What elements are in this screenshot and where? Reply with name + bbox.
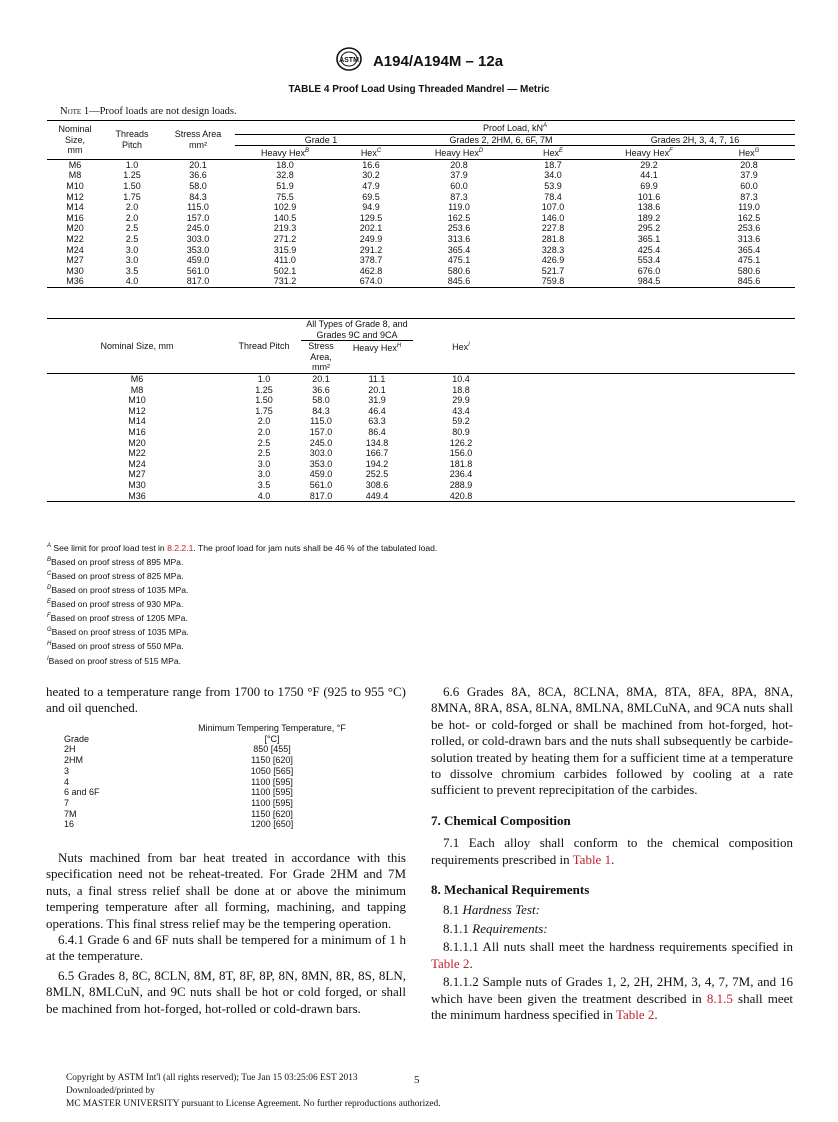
table-cell: 580.6 xyxy=(737,265,761,276)
table-cell: 3.5 xyxy=(257,479,271,490)
footer-line-3: MC MASTER UNIVERSITY pursuant to License Agreement. No further reproductions authorized. xyxy=(66,1099,441,1109)
table-cell: 561.0 xyxy=(186,265,210,276)
table-cell: 502.1 xyxy=(273,265,297,276)
col-grade-1: Grade 1 xyxy=(235,134,407,146)
link-table-2b[interactable]: Table 2 xyxy=(615,1006,655,1022)
table-cell: M12 xyxy=(128,405,146,416)
footnote-item: $^F$Based on proof stress of 1205 MPa. xyxy=(47,613,188,624)
table-cell: M8 xyxy=(68,170,82,181)
table-cell: 984.5 xyxy=(595,276,703,287)
table-cell: 475.1 xyxy=(447,255,471,266)
table-cell: 353.0 xyxy=(186,244,210,255)
col2-heavy-hex: Heavy Hex$^H$ xyxy=(352,343,402,354)
table-row xyxy=(47,416,795,427)
table-cell: M8 xyxy=(130,384,144,395)
col-thread-pitch: Threads Pitch xyxy=(103,121,161,160)
table-cell: 107.0 xyxy=(541,202,565,213)
table-row xyxy=(47,480,795,491)
table-cell: 119.0 xyxy=(738,202,760,213)
table-row xyxy=(47,181,795,192)
table-cell: 425.4 xyxy=(637,244,661,255)
table-cell: 189.2 xyxy=(637,212,661,223)
table-cell: 115.0 xyxy=(310,416,332,427)
table-cell: 60.0 xyxy=(740,180,758,191)
table-cell: 146.0 xyxy=(541,212,565,223)
table-cell: 181.8 xyxy=(449,458,473,469)
table-row xyxy=(47,438,795,449)
table-cell: 462.8 xyxy=(359,265,383,276)
footer-line-1: Copyright by ASTM Int'l (all rights reserved); Tue Jan 15 03:25:06 EST 2013 xyxy=(66,1073,358,1083)
table-cell: 78.4 xyxy=(544,191,562,202)
table-cell: 36.6 xyxy=(189,170,207,181)
astm-logo-text: ASTM xyxy=(339,57,359,64)
table-row xyxy=(47,213,795,224)
tempering-row: 6 and 6F 1100 [595] xyxy=(64,787,293,798)
table-cell: 236.4 xyxy=(449,469,473,480)
table-cell: 11.1 xyxy=(341,373,413,384)
table-cell: 2.5 xyxy=(125,233,139,244)
table-cell: 34.0 xyxy=(544,170,562,181)
table-cell: 676.0 xyxy=(637,265,661,276)
table-cell: 411.0 xyxy=(274,255,296,266)
table-cell: M16 xyxy=(128,426,146,437)
table-cell: 129.5 xyxy=(359,212,383,223)
table-cell: 3.0 xyxy=(257,458,271,469)
col2-hex: Hex$^I$ xyxy=(413,319,509,374)
tempering-table xyxy=(60,723,366,830)
table-cell: M27 xyxy=(66,255,84,266)
table-cell: 59.2 xyxy=(452,416,470,427)
table-cell: 31.9 xyxy=(368,395,386,406)
table-cell: 2.0 xyxy=(257,426,271,437)
table-row xyxy=(47,223,795,234)
table-cell: 561.0 xyxy=(309,479,333,490)
col-stress-area: Stress Area mm² xyxy=(161,121,235,160)
table-cell: 58.0 xyxy=(189,180,207,191)
col2-stress-area: Stress Area, mm² xyxy=(308,341,334,373)
table-cell: 202.1 xyxy=(359,223,383,234)
table-row xyxy=(47,395,795,406)
grade8-proof-load-table xyxy=(47,318,795,502)
table-cell: 1.50 xyxy=(255,395,273,406)
table-cell: 194.2 xyxy=(365,458,389,469)
table-cell: 313.6 xyxy=(447,233,471,244)
link-8-1-5[interactable]: 8.1.5 xyxy=(706,990,733,1006)
table-cell: 1.75 xyxy=(255,405,273,416)
table-cell: 308.6 xyxy=(365,479,389,490)
table-cell: 157.0 xyxy=(309,426,333,437)
table-cell: 20.8 xyxy=(407,159,511,170)
table-cell: 75.5 xyxy=(276,191,294,202)
para-8-1-1-1: 8.1.1.1 All nuts shall meet the hardness requirements specified in Table 2. xyxy=(431,939,793,971)
table-cell: 94.9 xyxy=(362,202,380,213)
table-cell: 845.6 xyxy=(703,276,795,287)
table-row xyxy=(47,491,795,502)
table-cell: 845.6 xyxy=(407,276,511,287)
table-cell: M20 xyxy=(66,223,84,234)
footnote-item: $^E$Based on proof stress of 930 MPa. xyxy=(47,599,184,610)
table-cell: 1.50 xyxy=(123,180,141,191)
note-label: Note 1 xyxy=(60,106,90,117)
table-cell: 2.0 xyxy=(125,212,139,223)
table-cell: 162.5 xyxy=(447,212,471,223)
table-cell: 580.6 xyxy=(447,265,471,276)
table-cell: 291.2 xyxy=(359,244,383,255)
tempering-row: 4 1100 [595] xyxy=(64,776,293,787)
table-cell: 37.9 xyxy=(740,170,758,181)
table-cell: 426.9 xyxy=(541,255,565,266)
table-row xyxy=(47,255,795,266)
table-cell: M30 xyxy=(128,479,146,490)
col-heavy-hex-g1: Heavy Hex$^B$ xyxy=(260,148,310,159)
table-cell: 459.0 xyxy=(309,469,333,480)
table-cell: 43.4 xyxy=(452,405,470,416)
col-grades-2: Grades 2, 2HM, 6, 6F, 7M xyxy=(407,134,595,146)
astm-logo-icon xyxy=(335,47,363,76)
table-cell: 18.8 xyxy=(452,384,470,395)
table-cell: 303.0 xyxy=(309,448,333,459)
table-cell: 87.3 xyxy=(740,191,758,202)
table-row xyxy=(47,266,795,277)
table-cell: 20.8 xyxy=(703,159,795,170)
tempering-row: 7 1100 [595] xyxy=(64,797,293,808)
table-cell: 365.4 xyxy=(737,244,761,255)
table-cell: 60.0 xyxy=(450,180,468,191)
table-cell: 2.0 xyxy=(257,416,271,427)
para-6-4-1: 6.4.1 Grade 6 and 6F nuts shall be tempered for a minimum of 1 h at the temperature. xyxy=(46,932,406,964)
table-cell: 378.7 xyxy=(359,255,383,266)
table-cell: 521.7 xyxy=(541,265,565,276)
table-cell: M24 xyxy=(128,458,146,469)
para-8-1-1: 8.1.1 Requirements: xyxy=(443,920,548,936)
table-row xyxy=(47,406,795,417)
table-cell: M14 xyxy=(66,202,84,213)
link-table-1[interactable]: Table 1 xyxy=(572,851,612,867)
para-8-1-1-2: 8.1.1.2 Sample nuts of Grades 1, 2, 2H, 2HM, 3, 4, 7, 7M, and 16 which have been given the treatment described in 8.1.5 shall meet the minimum hardness specified in Table 2. xyxy=(431,974,794,1022)
note-text: —Proof loads are not design loads. xyxy=(89,106,237,117)
table-cell: 353.0 xyxy=(309,458,333,469)
table-cell: M27 xyxy=(128,469,146,480)
table-cell: 1.0 xyxy=(103,159,161,170)
table-row xyxy=(47,234,795,245)
para-6-5: 6.5 Grades 8, 8C, 8CLN, 8M, 8T, 8F, 8P, 8N, 8MN, 8R, 8S, 8LN, 8MLN, 8MLCuN, and 9C nuts shall be hot or cold forged, or shall be machined from hot-forged, hot-rolled or cold-drawn bars. xyxy=(46,967,406,1016)
table-cell: 162.5 xyxy=(737,212,761,223)
table-cell: 3.0 xyxy=(257,469,271,480)
table-cell: 53.9 xyxy=(544,180,562,191)
table-cell: 4.0 xyxy=(227,491,301,502)
col-heavy-hex-g3: Heavy Hex$^F$ xyxy=(625,148,673,159)
col2-grade8-group: All Types of Grade 8, and Grades 9C and 9CA xyxy=(301,319,413,341)
table-cell: 328.3 xyxy=(541,244,565,255)
table-cell: 459.0 xyxy=(186,255,210,266)
table-cell: 29.2 xyxy=(595,159,703,170)
table-cell: 313.6 xyxy=(737,233,761,244)
table-cell: 156.0 xyxy=(449,448,473,459)
table-cell: 46.4 xyxy=(368,405,386,416)
table-cell: 817.0 xyxy=(161,276,235,287)
table-row xyxy=(47,373,795,384)
table-cell: 32.8 xyxy=(276,170,294,181)
table-row xyxy=(47,469,795,480)
table-cell: 3.0 xyxy=(125,255,139,266)
table-cell: 51.9 xyxy=(276,180,294,191)
footnote-item: $^C$Based on proof stress of 825 MPa. xyxy=(47,570,184,581)
table-row xyxy=(47,192,795,203)
table-cell: 18.7 xyxy=(511,159,595,170)
table-cell: M30 xyxy=(66,265,84,276)
para-bar-heat-treated: Nuts machined from bar heat treated in accordance with this specification need not be reheat-treated. For Grade 2HM and 7M nuts, a final stress relief shall be done at or above the minimum tempering temperature after all forming, machining, and tapping operations. This final stress relief may be the tempering operation. xyxy=(46,850,406,931)
document-header xyxy=(0,47,838,76)
table-cell: 69.9 xyxy=(640,180,658,191)
table-cell: 3.0 xyxy=(125,244,139,255)
table-cell: 674.0 xyxy=(335,276,407,287)
table-cell: M22 xyxy=(66,233,84,244)
table-cell: 86.4 xyxy=(368,426,386,437)
table-cell: 2.5 xyxy=(257,448,271,459)
table-footnotes xyxy=(47,540,437,667)
table-cell: 138.6 xyxy=(637,202,661,213)
table-cell: 134.8 xyxy=(365,437,389,448)
table-cell: M12 xyxy=(66,191,84,202)
table-cell: 731.2 xyxy=(235,276,335,287)
document-title: A194/A194M – 12a xyxy=(372,53,504,70)
tempering-row: 2HM 1150 [620] xyxy=(64,755,293,766)
footnote-item: $^D$Based on proof stress of 1035 MPa. xyxy=(47,585,189,596)
table-cell: 10.4 xyxy=(413,373,509,384)
table-cell: 84.3 xyxy=(312,405,330,416)
table-row xyxy=(47,276,795,287)
table-cell: M10 xyxy=(66,180,84,191)
table-cell: 119.0 xyxy=(448,202,470,213)
para-7-1: 7.1 Each alloy shall conform to the chemical composition requirements prescribed in Table 1. xyxy=(431,835,793,867)
col-heavy-hex-g2: Heavy Hex$^D$ xyxy=(434,148,484,159)
table-cell: 2.5 xyxy=(125,223,139,234)
table-cell: 166.7 xyxy=(365,448,389,459)
table-row xyxy=(47,170,795,181)
table-row xyxy=(47,202,795,213)
table-cell: 36.6 xyxy=(312,384,330,395)
table-cell: 315.9 xyxy=(273,244,297,255)
table-cell: M16 xyxy=(66,212,84,223)
table-cell: M20 xyxy=(128,437,146,448)
table-cell: 249.9 xyxy=(359,233,383,244)
table-cell: 1.0 xyxy=(227,373,301,384)
table-cell: M24 xyxy=(66,244,84,255)
table-cell: 1.75 xyxy=(123,191,141,202)
proof-load-table xyxy=(47,120,795,288)
footer-line-2: Downloaded/printed by xyxy=(66,1086,155,1096)
copyright-footer xyxy=(66,1072,441,1111)
table-cell: 20.1 xyxy=(368,384,386,395)
table-cell: 102.9 xyxy=(273,202,297,213)
col2-nominal-size: Nominal Size, mm xyxy=(47,319,227,374)
col-hex-g2: Hex$^E$ xyxy=(542,148,564,159)
table-cell: 140.5 xyxy=(273,212,297,223)
table-cell: 44.1 xyxy=(640,170,658,181)
table-cell: 47.9 xyxy=(362,180,380,191)
section-8-heading: 8. Mechanical Requirements xyxy=(431,882,590,898)
table-cell: M10 xyxy=(128,395,146,406)
table-cell: 288.9 xyxy=(449,479,473,490)
table-cell: M14 xyxy=(128,416,146,427)
left-column-intro: heated to a temperature range from 1700 to 1750 °F (925 to 955 °C) and oil quenched. xyxy=(46,684,406,716)
table-cell: 252.5 xyxy=(365,469,389,480)
table-cell: 16.6 xyxy=(335,159,407,170)
table-cell: 817.0 xyxy=(301,491,341,502)
table-cell: 253.6 xyxy=(737,223,761,234)
table-cell: 245.0 xyxy=(186,223,210,234)
table-cell: 63.3 xyxy=(368,416,386,427)
tempering-temp-header: Minimum Tempering Temperature, °F [°C] xyxy=(198,723,346,744)
table-cell: 4.0 xyxy=(103,276,161,287)
table-cell: 2.5 xyxy=(257,437,271,448)
footnote-item: $^B$Based on proof stress of 895 MPa. xyxy=(47,556,184,567)
table-cell: M6 xyxy=(47,159,103,170)
table-title: TABLE 4 Proof Load Using Threaded Mandrel — Metric xyxy=(288,84,550,95)
tempering-grade-header: Grade xyxy=(64,733,90,744)
table-cell: 30.2 xyxy=(362,170,380,181)
table-cell: 303.0 xyxy=(186,233,210,244)
table-cell: 365.1 xyxy=(637,233,661,244)
link-8-2-2-1[interactable]: 8.2.2.1 xyxy=(167,542,194,553)
tempering-row: 7M 1150 [620] xyxy=(64,808,293,819)
right-column xyxy=(431,684,793,1023)
para-8-1: 8.1 Hardness Test: xyxy=(443,902,540,918)
table-cell: 227.8 xyxy=(541,223,565,234)
tempering-row: 3 1050 [565] xyxy=(64,765,294,776)
col-hex-g3: Hex$^G$ xyxy=(738,148,760,159)
table-cell: 80.9 xyxy=(452,426,470,437)
table-cell: M36 xyxy=(47,491,227,502)
table-row xyxy=(47,159,795,170)
table-cell: 20.1 xyxy=(301,373,341,384)
table-cell: 18.0 xyxy=(235,159,335,170)
table-cell: 84.3 xyxy=(189,191,207,202)
table-cell: 1.25 xyxy=(255,384,273,395)
section-7-heading: 7. Chemical Composition xyxy=(431,812,571,828)
tempering-row: 16 1200 [650] xyxy=(64,819,294,830)
table-cell: 365.4 xyxy=(447,244,471,255)
table-cell: 69.5 xyxy=(362,191,380,202)
table-row xyxy=(47,459,795,470)
footnote-item: $^H$Based on proof stress of 550 MPa. xyxy=(47,641,184,652)
table-cell: 29.9 xyxy=(452,395,470,406)
table-cell: 245.0 xyxy=(309,437,333,448)
table-cell: 115.0 xyxy=(187,202,209,213)
footnote-item: $^G$Based on proof stress of 1035 MPa. xyxy=(47,627,189,638)
table-row xyxy=(47,385,795,396)
table-cell: 3.5 xyxy=(125,265,139,276)
left-column-body xyxy=(46,850,406,1017)
col-nominal-size: Nominal Size, mm xyxy=(47,121,103,160)
table-cell: 1.25 xyxy=(123,170,141,181)
col-grades-2h: Grades 2H, 3, 4, 7, 16 xyxy=(595,134,795,146)
table-cell: 759.8 xyxy=(511,276,595,287)
tempering-row: 2H 850 [455] xyxy=(64,744,291,755)
table-cell: 20.1 xyxy=(161,159,235,170)
col-proof-load: Proof Load, $kN^A$ xyxy=(235,121,795,135)
table-cell: 553.4 xyxy=(637,255,661,266)
page-number: 5 xyxy=(414,1074,420,1086)
table-cell: 37.9 xyxy=(450,170,468,181)
footnote-item: $^I$Based on proof stress of 515 MPa. xyxy=(47,655,181,666)
table-cell: 281.8 xyxy=(541,233,565,244)
table-row xyxy=(47,427,795,438)
table-cell: 449.4 xyxy=(341,491,413,502)
table-cell: 126.2 xyxy=(449,437,473,448)
col2-thread-pitch: Thread Pitch xyxy=(227,319,301,374)
table-cell: 475.1 xyxy=(737,255,761,266)
table-cell: 101.6 xyxy=(637,191,661,202)
table-cell: M6 xyxy=(47,373,227,384)
table-cell: 271.2 xyxy=(273,233,297,244)
link-table-2[interactable]: Table 2 xyxy=(431,955,470,971)
table-cell: M22 xyxy=(128,448,146,459)
para-6-6: 6.6 Grades 8A, 8CA, 8CLNA, 8MA, 8TA, 8FA, 8PA, 8NA, 8MNA, 8RA, 8SA, 8LNA, 8MLNA, 8MLCuNA, and 9CA nuts shall be hot- or cold-forged or shall be machined from hot-forged, hot-rolled, or cold-drawn bars and the nuts shall subsequently be carbide-solution treated by heating them for a sufficient time at a temperature to dissolve chromium carbides followed by cooling at a rate sufficient to prevent reprecipitation of the carbides. xyxy=(431,684,793,798)
table-cell: 2.0 xyxy=(125,202,139,213)
col-hex-g1: Hex$^C$ xyxy=(360,148,382,159)
table-cell: 87.3 xyxy=(450,191,468,202)
table-cell: 58.0 xyxy=(312,395,330,406)
table-cell: 420.8 xyxy=(413,491,509,502)
table-note xyxy=(60,106,237,117)
table-row xyxy=(47,245,795,256)
table-cell: 219.3 xyxy=(273,223,297,234)
table-cell: 157.0 xyxy=(186,212,210,223)
table-cell: 295.2 xyxy=(637,223,661,234)
table-cell: 253.6 xyxy=(447,223,471,234)
footnote-a: $^A$ See limit for proof load test in 8.2.2.1. The proof load for jam nuts shall be 46 % of the tabulated load. xyxy=(47,542,438,553)
table-row xyxy=(47,448,795,459)
table-cell: M36 xyxy=(47,276,103,287)
